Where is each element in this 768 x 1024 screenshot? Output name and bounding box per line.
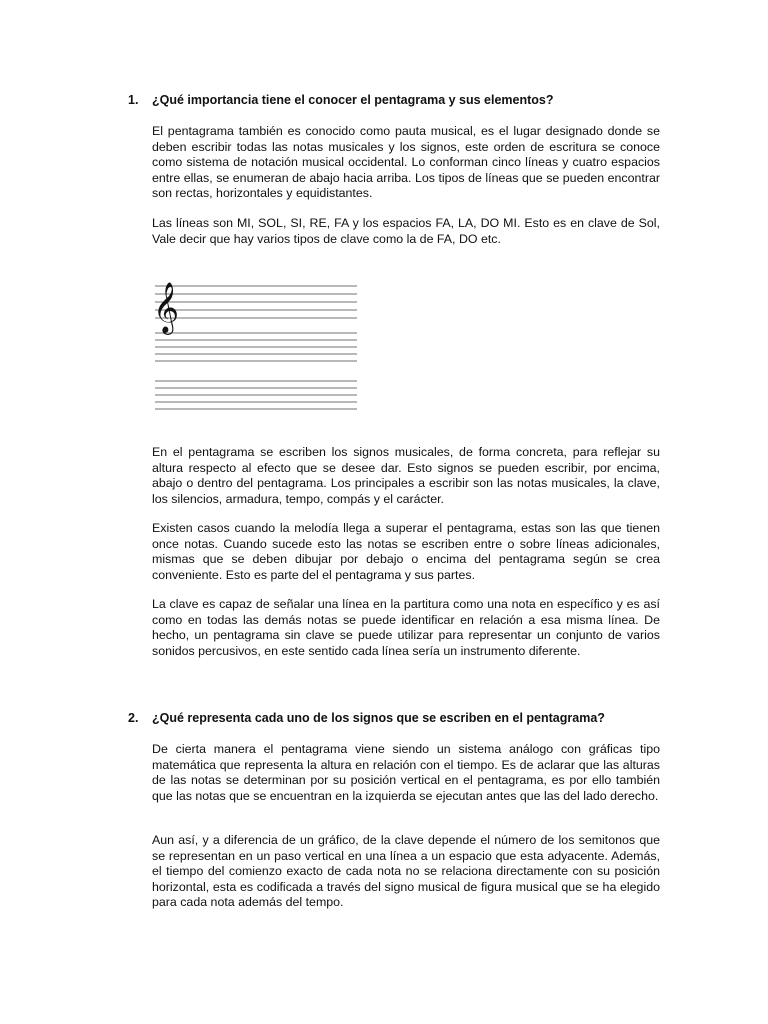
question-1-number: 1. — [128, 93, 139, 107]
treble-clef-icon: 𝄞 — [153, 282, 180, 333]
q1-paragraph-2: Las líneas son MI, SOL, SI, RE, FA y los espacios FA, LA, DO MI. Esto es en clave de Sol, Vale decir que hay varios tipos de clave como la de FA, DO etc. — [152, 216, 660, 246]
q1-paragraph-5: La clave es capaz de señalar una línea en la partitura como una nota en específico y es así como en todas las demás notas se puede identificar en relación a esa misma línea. De hecho, un pentagrama sin clave se puede utilizar para representar un conjunto de varios sonidos percusivos, en este sentido cada línea sería un instrumento diferente. — [152, 597, 660, 658]
staff-figure — [150, 272, 360, 414]
q1-paragraph-3: En el pentagrama se escriben los signos musicales, de forma concreta, para reflejar su altura respecto al efecto que se desee dar. Esto signos se pueden escribir, por encima, abajo o dentro del pentagrama. Los principales a escribir son las notas musicales, la clave, los silencios, armadura, tempo, compás y el carácter. — [152, 445, 660, 506]
q1-paragraph-1: El pentagrama también es conocido como pauta musical, es el lugar designado donde se deben escribir todas las notas musicales y los signos, este orden de escritura se conoce como sistema de notación musical occidental. Lo conforman cinco líneas y cuatro espacios entre ellas, se enumeran de abajo hacia arriba. Los tipos de líneas que se pueden encontrar son rectas, horizontales y equidistantes. — [152, 124, 660, 201]
question-2-heading — [128, 711, 605, 726]
q2-paragraph-2: Aun así, y a diferencia de un gráfico, de la clave depende el número de los semitonos que se representan en un paso vertical en una línea a un espacio que esta adyacente. Además, el tiempo del comienzo exacto de cada nota no se relaciona directamente con su posición horizontal, esta es codificada a través del signo musical de figura musical que se ha elegido para cada nota además del tempo. — [152, 833, 660, 910]
question-1-text: ¿Qué importancia tiene el conocer el pentagrama y sus elementos? — [152, 93, 554, 107]
staff-lines-graphic — [150, 272, 360, 414]
q1-paragraph-4: Existen casos cuando la melodía llega a superar el pentagrama, estas son las que tienen once notas. Cuando sucede esto las notas se escriben entre o sobre líneas adicionales, mismas que se deben dibujar por debajo o encima del pentagrama según se crea conveniente. Esto es parte del el pentagrama y sus partes. — [152, 521, 660, 582]
question-2-text: ¿Qué representa cada uno de los signos que se escriben en el pentagrama? — [152, 711, 605, 725]
question-1-heading — [128, 93, 554, 108]
q2-paragraph-1: De cierta manera el pentagrama viene siendo un sistema análogo con gráficas tipo matemática que representa la altura en relación con el tiempo. Es de aclarar que las alturas de las notas se determinan por su posición vertical en el pentagrama, es por ello también que las notas que se encuentran en la izquierda se ejecutan antes que las del lado derecho. — [152, 742, 660, 803]
question-2-number: 2. — [128, 711, 139, 725]
